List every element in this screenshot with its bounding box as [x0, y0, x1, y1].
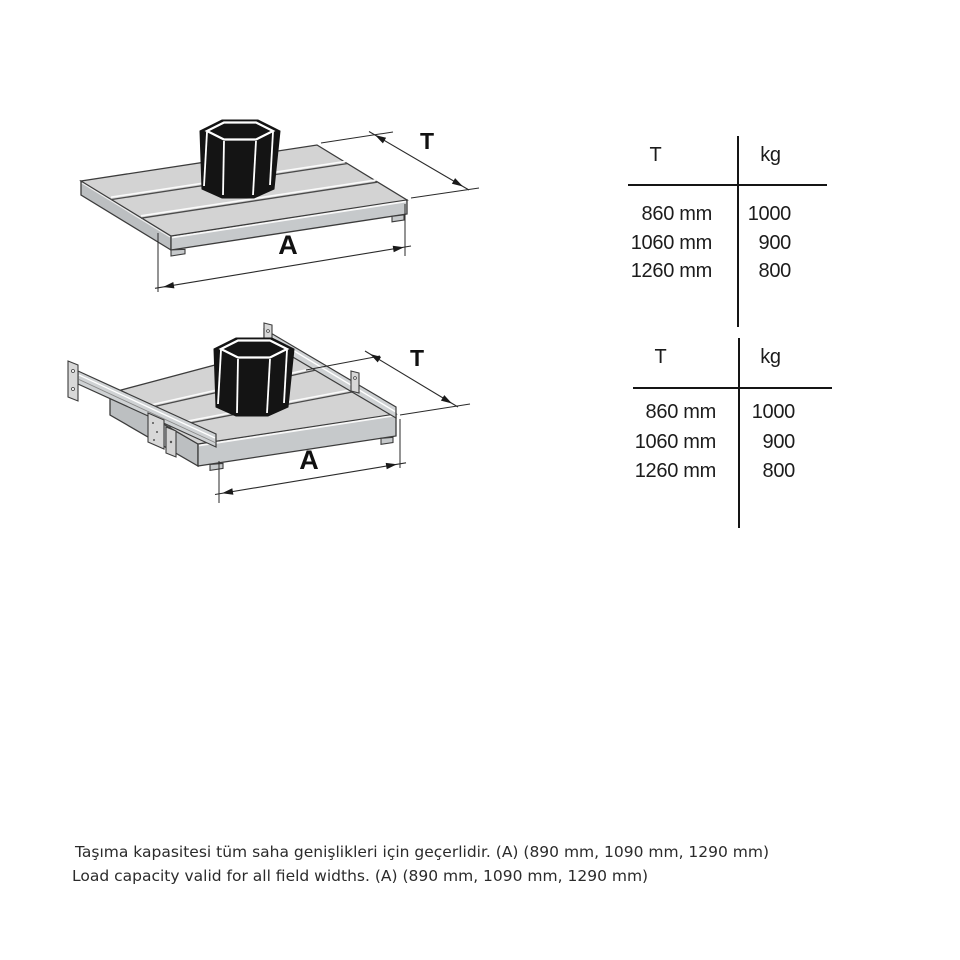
arrowhead — [222, 488, 233, 494]
column-header-depth: T — [649, 144, 662, 166]
bracket-hole — [72, 388, 75, 391]
rail-mid-tab — [351, 371, 359, 393]
arrowhead — [441, 395, 452, 403]
arrowhead — [452, 178, 463, 186]
front-lip-right — [392, 215, 404, 222]
load-capacity-table-2 — [628, 337, 838, 537]
depth-value: 1060 mm — [634, 431, 716, 453]
kg-value: 900 — [762, 431, 795, 453]
kg-value: 800 — [758, 260, 791, 282]
hex-cone — [200, 120, 280, 198]
rail-connector-plate — [148, 413, 164, 449]
hex-cone-facet-line — [237, 359, 238, 413]
table-column-divider — [738, 338, 740, 528]
footnote-line-turkish: Taşıma kapasitesi tüm saha genişlikleri için geçerlidir. (A) (890 mm, 1090 mm, 1290 mm) — [75, 843, 770, 861]
plate-hole — [170, 441, 172, 443]
rail-post-bracket — [68, 361, 78, 401]
bracket-hole — [72, 370, 75, 373]
arrowhead — [386, 463, 397, 469]
plate-hole — [152, 422, 154, 424]
dim-label-width: A — [278, 230, 298, 260]
arrowhead — [370, 354, 381, 362]
column-header-kg: kg — [760, 144, 781, 166]
hex-cone — [214, 338, 294, 416]
hex-cone-body — [200, 120, 280, 198]
hex-cone-facet-line — [223, 141, 224, 195]
kg-value: 1000 — [751, 401, 795, 423]
front-lip-right — [381, 437, 393, 444]
load-capacity-table-1 — [628, 135, 838, 335]
table-header-rule — [628, 184, 827, 186]
dim-label-depth: T — [409, 345, 425, 371]
figure-shelf-fixed — [55, 100, 485, 300]
kg-value: 900 — [758, 232, 791, 254]
kg-value: 800 — [762, 460, 795, 482]
front-lip-left — [210, 463, 223, 470]
extension-line — [400, 404, 470, 415]
kg-value: 1000 — [747, 203, 791, 225]
depth-value: 1260 mm — [630, 260, 712, 282]
depth-value: 1260 mm — [634, 460, 716, 482]
depth-value: 1060 mm — [630, 232, 712, 254]
tab-hole — [354, 377, 357, 380]
table-column-divider — [737, 136, 739, 327]
figure-shelf-pullout — [50, 315, 490, 520]
footnote — [72, 840, 769, 888]
plate-hole — [153, 439, 155, 441]
column-header-depth: T — [654, 346, 667, 368]
arrowhead — [375, 135, 386, 143]
arrowhead — [163, 282, 174, 288]
hex-cone-body — [214, 338, 294, 416]
depth-value: 860 mm — [645, 401, 716, 423]
dim-label-width: A — [299, 445, 319, 475]
plate-hole — [156, 431, 158, 433]
column-header-kg: kg — [760, 346, 781, 368]
arrowhead — [393, 246, 404, 252]
front-lip-left — [171, 249, 185, 256]
dim-label-depth: T — [419, 128, 435, 154]
footnote-line-english: Load capacity valid for all field widths. (A) (890 mm, 1090 mm, 1290 mm) — [72, 867, 649, 885]
depth-value: 860 mm — [641, 203, 712, 225]
table-header-rule — [633, 387, 832, 389]
tab-hole — [267, 330, 270, 333]
